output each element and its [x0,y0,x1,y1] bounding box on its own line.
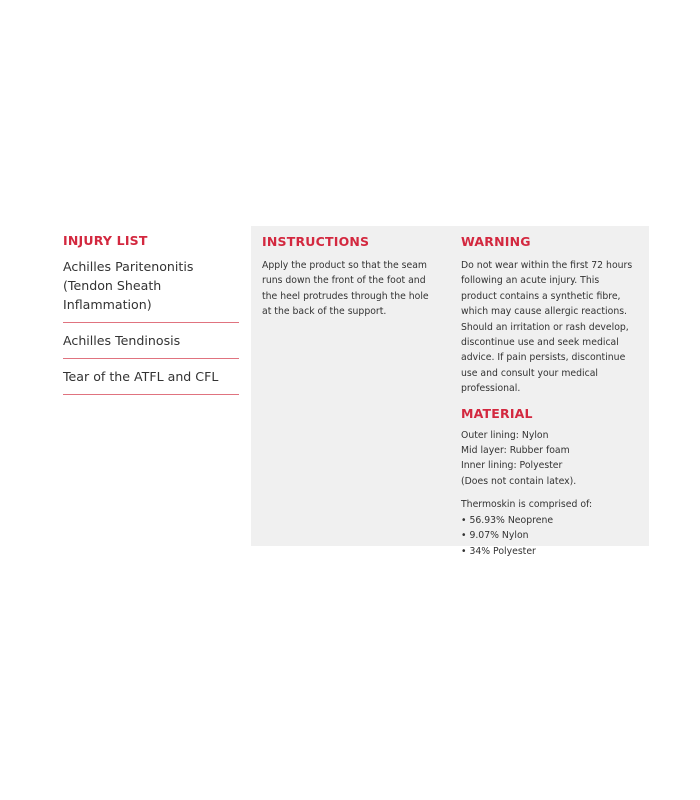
material-layer-line: Outer lining: Nylon [461,429,549,441]
material-layers [461,428,637,490]
injury-list-item[interactable]: Tear of the ATFL and CFL [63,367,239,395]
material-composition [461,497,637,559]
composition-line: • 9.07% Nylon [461,530,529,542]
injury-list-heading: INJURY LIST [63,233,148,248]
composition-line: • 56.93% Neoprene [461,514,554,526]
warning-text: Do not wear within the first 72 hours following an acute injury. This product contains a synthetic fibre, which may cause allergic reactions. Should an irritation or rash develop, discontinue use and seek medical advice. If pain persists, discontinue use and consult your medical professional. [461,260,633,395]
instructions-section [262,234,438,320]
material-heading: MATERIAL [461,405,533,421]
injury-list-item[interactable]: Achilles Paritenonitis (Tendon Sheath Inflammation) [63,257,239,323]
material-layer-line: (Does not contain latex). [461,475,577,487]
composition-intro: Thermoskin is comprised of: [461,499,593,511]
material-layer-line: Inner lining: Polyester [461,460,563,472]
composition-line: • 34% Polyester [461,545,536,557]
warning-material-column [461,234,637,559]
injury-list-section [63,233,239,403]
warning-heading: WARNING [461,234,531,249]
instructions-text: Apply the product so that the seam runs down the front of the foot and the heel protrudes through the hole at the back of the support. [262,260,429,318]
instructions-heading: INSTRUCTIONS [262,234,370,249]
product-info-panel [251,226,649,557]
material-layer-line: Mid layer: Rubber foam [461,445,570,457]
injury-list [63,257,239,395]
injury-list-item[interactable]: Achilles Tendinosis [63,331,239,359]
